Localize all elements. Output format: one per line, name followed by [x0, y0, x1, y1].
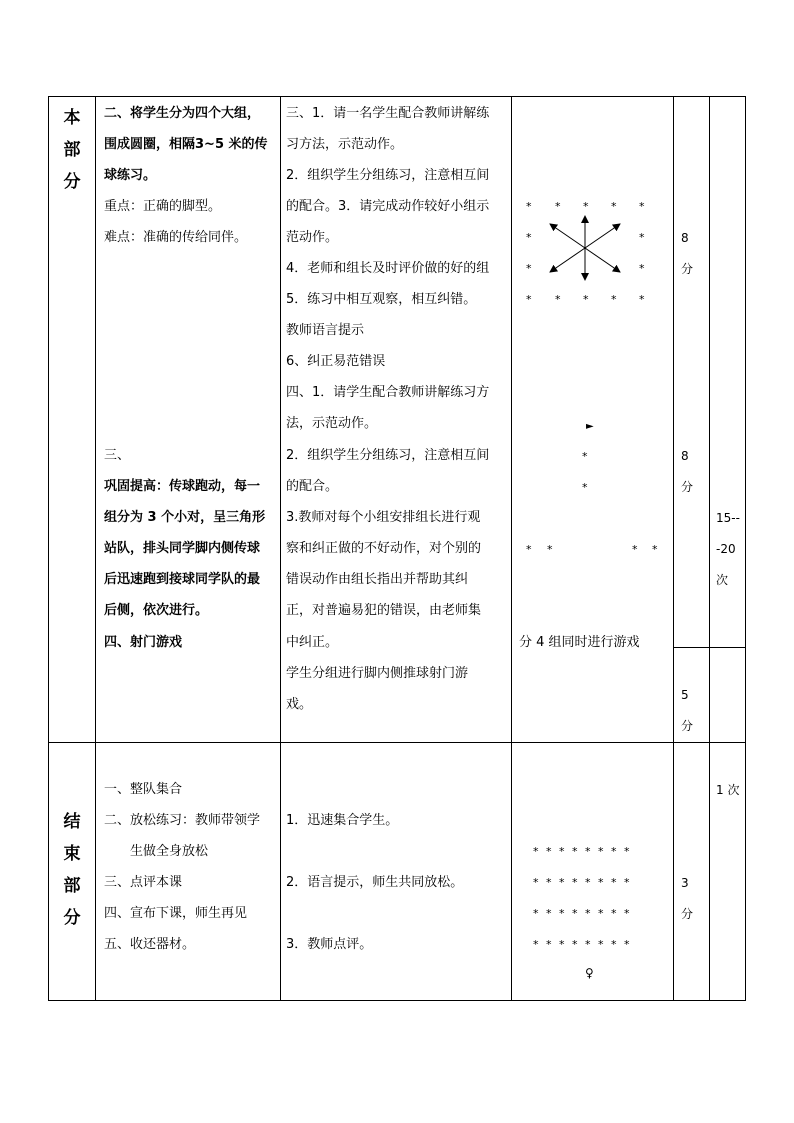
reps-unit: 次 [716, 573, 729, 587]
student-mark: * [582, 450, 588, 463]
end-method-line: 3．教师点评。 [286, 937, 373, 952]
table-border-right [745, 96, 746, 1001]
time-unit: 分 [681, 719, 694, 733]
section-char: 部 [63, 876, 81, 896]
student-mark: * [526, 293, 532, 306]
student-mark: * [582, 481, 588, 494]
reps-value: -20 [716, 542, 736, 556]
student-mark: * [639, 200, 645, 213]
content-line: 球练习。 [104, 168, 157, 183]
content-line: 三、 [104, 448, 131, 463]
end-content-line: 生做全身放松 [130, 844, 209, 859]
col-divider [280, 96, 281, 1001]
formation-row: * * * * * * * * [533, 907, 632, 920]
pass-arrows-icon [540, 212, 630, 284]
section-char: 分 [63, 908, 81, 928]
section-char: 结 [63, 812, 81, 832]
student-mark: * [639, 262, 645, 275]
student-mark: * [583, 293, 589, 306]
method-line: 法，示范动作。 [286, 416, 378, 431]
formation-row: * * * * * * * * [533, 876, 632, 889]
method-line: 错误动作由组长指出并帮助其纠 [286, 572, 469, 587]
section-char: 本 [63, 108, 81, 128]
org-note: 分 4 组同时进行游戏 [519, 635, 640, 650]
time-value: 5 [681, 688, 689, 702]
end-content-line: 四、宣布下课，师生再见 [104, 906, 248, 921]
content-line: 巩固提高：传球跑动，每一 [104, 479, 261, 494]
student-mark: * [639, 293, 645, 306]
content-line: 站队，排头同学脚内侧传球 [104, 541, 261, 556]
time-unit: 分 [681, 480, 694, 494]
student-mark: * [526, 543, 532, 556]
main-section-label [49, 102, 95, 198]
content-line: 后迅速跑到接球同学队的最 [104, 572, 261, 587]
end-method-line: 1．迅速集合学生。 [286, 813, 399, 828]
student-mark: * [632, 543, 638, 556]
section-char: 束 [63, 844, 81, 864]
method-line: 范动作。 [286, 230, 339, 245]
student-mark: * [526, 200, 532, 213]
end-content-line: 三、点评本课 [104, 875, 183, 890]
col-divider [709, 96, 710, 1001]
direction-arrow-icon: ► [586, 421, 594, 432]
content-key-point: 重点：正确的脚型。 [104, 199, 222, 214]
time-unit: 分 [681, 907, 694, 921]
student-mark: * [555, 293, 561, 306]
student-mark: * [526, 231, 532, 244]
reps-value: 1 次 [716, 783, 740, 797]
end-section-label [49, 806, 95, 934]
method-line: 察和纠正做的不好动作，对个别的 [286, 541, 482, 556]
table-border-bottom [48, 1000, 746, 1001]
formation-row: * * * * * * * * [533, 845, 632, 858]
section-char: 分 [63, 172, 81, 192]
reps-value: 15-- [716, 511, 740, 525]
method-line: 3.教师对每个小组安排组长进行观 [286, 510, 481, 525]
content-line: 二、将学生分为四个大组， [104, 106, 261, 121]
method-line: 5．练习中相互观察，相互纠错。 [286, 292, 477, 307]
table-border-top [48, 96, 746, 97]
method-line: 4．老师和组长及时评价做的好的组 [286, 261, 490, 276]
student-mark: * [555, 200, 561, 213]
student-mark: * [583, 200, 589, 213]
student-mark: * [547, 543, 553, 556]
formation-row: * * * * * * * * [533, 938, 632, 951]
time-value: 3 [681, 876, 689, 890]
method-line: 教师语言提示 [286, 323, 365, 338]
method-line: 正，对普遍易犯的错误，由老师集 [286, 603, 482, 618]
method-line: 三、1．请一名学生配合教师讲解练 [286, 106, 490, 121]
end-content-line: 五、收还器材。 [104, 937, 196, 952]
time-value: 8 [681, 231, 689, 245]
col-divider [511, 96, 512, 1001]
content-line: 围成圆圈，相隔3~5 米的传 [104, 137, 268, 152]
end-method-line: 2．语言提示，师生共同放松。 [286, 875, 464, 890]
content-line: 四、射门游戏 [104, 635, 183, 650]
section-char: 部 [63, 140, 81, 160]
method-line: 2．组织学生分组练习，注意相互间 [286, 448, 490, 463]
method-line: 的配合。3．请完成动作较好小组示 [286, 199, 490, 214]
content-difficulty: 难点：准确的传给同伴。 [104, 230, 248, 245]
method-line: 戏。 [286, 697, 313, 712]
method-line: 2．组织学生分组练习，注意相互间 [286, 168, 490, 183]
method-line: 中纠正。 [286, 635, 339, 650]
row-divider [48, 742, 746, 743]
end-content-line: 二、放松练习：教师带领学 [104, 813, 261, 828]
method-line: 学生分组进行脚内侧推球射门游 [286, 666, 469, 681]
student-mark: * [639, 231, 645, 244]
time-unit: 分 [681, 262, 694, 276]
method-line: 的配合。 [286, 479, 339, 494]
student-mark: * [611, 293, 617, 306]
method-line: 习方法，示范动作。 [286, 137, 404, 152]
end-content-line: 一、整队集合 [104, 782, 183, 797]
col-divider [673, 96, 674, 1001]
content-line: 组分为 3 个小对，呈三角形 [104, 510, 266, 525]
student-mark: * [611, 200, 617, 213]
student-mark: * [526, 262, 532, 275]
method-line: 6、纠正易范错误 [286, 354, 386, 369]
time-value: 8 [681, 449, 689, 463]
method-line: 四、1．请学生配合教师讲解练习方 [286, 385, 490, 400]
student-mark: * [652, 543, 658, 556]
content-line: 后侧，依次进行。 [104, 603, 209, 618]
col-divider [95, 96, 96, 1001]
teacher-icon: ♀ [585, 966, 594, 980]
